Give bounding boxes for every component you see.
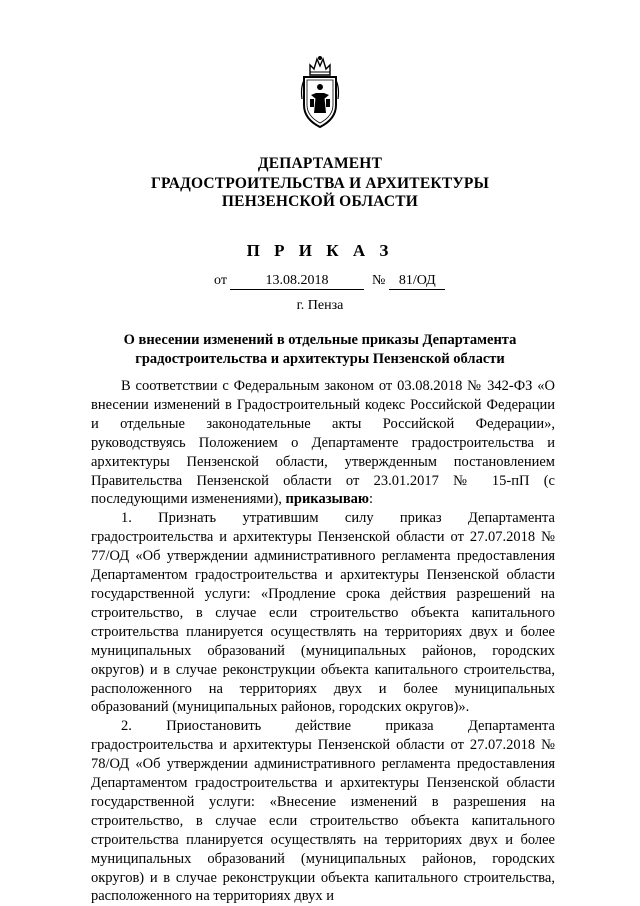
- order-date: 13.08.2018: [230, 272, 364, 290]
- date-label: от: [214, 273, 227, 288]
- order-number: 81/ОД: [389, 272, 445, 290]
- coat-of-arms-emblem: [296, 55, 344, 129]
- order-item-2: 2. Приостановить действие приказа Департамента градостроительства и архитектуры Пензенской области от 27.07.2018 № 78/ОД «Об утверждении административного регламента предоставления Департаментом градостроительства и архитектуры Пензенской области государственной услуги: «Внесение изменений в разрешения на строительство, в случае если строительство объекта капитального строительства планируется осуществлять на территориях двух и более муниципальных образований (муниципальных районов, городских округов) и в случае реконструкции объекта капитального строительства, расположенного на территориях двух и: [91, 718, 555, 905]
- order-body: [91, 377, 555, 906]
- city-name: г. Пенза: [296, 298, 344, 313]
- coat-of-arms-icon: [296, 55, 344, 129]
- department-name-line-2: ГРАДОСТРОИТЕЛЬСТВА И АРХИТЕКТУРЫ: [150, 175, 490, 192]
- number-label: №: [371, 273, 386, 288]
- order-date-number-line: [214, 272, 445, 292]
- document-type-title: П Р И К А З: [246, 241, 394, 260]
- order-subject-line-2: градостроительства и архитектуры Пензенской области: [135, 351, 505, 367]
- order-colon: :: [369, 491, 374, 508]
- department-name-line-1: ДЕПАРТАМЕНТ: [257, 155, 383, 172]
- preamble-text: В соответствии с Федеральным законом от 03.08.2018 № 342-ФЗ «О внесении изменений в Градостроительный кодекс Российской Федерации и отдельные законодательные акты Российской Федерации», руководствуясь Положением о Департаменте градостроительства и архитектуры Пензенской области, утвержденным постановлением Правительства Пензенской области от 23.01.2017 № 15-пП (с последующими изменениями),: [91, 378, 555, 508]
- department-name-line-3: ПЕНЗЕНСКОЙ ОБЛАСТИ: [221, 193, 419, 210]
- order-subject: [90, 331, 550, 369]
- preamble-paragraph: [91, 377, 555, 509]
- order-word: приказываю: [285, 491, 369, 508]
- order-item-1: 1. Признать утратившим силу приказ Департамента градостроительства и архитектуры Пензенской области от 27.07.2018 № 77/ОД «Об утверждении административного регламента предоставления Департаментом градостроительства и архитектуры Пензенской области государственной услуги: «Продление срока действия разрешений на строительство, в случае если строительство объекта капитального строительства планируется осуществлять на территориях двух и более муниципальных образований (муниципальных районов, городских округов) и в случае реконструкции объекта капитального строительства, расположенного на территориях двух и более муниципальных образований (муниципальных районов, городских округов)».: [91, 510, 555, 716]
- order-subject-line-1: О внесении изменений в отдельные приказы Департамента: [123, 332, 517, 348]
